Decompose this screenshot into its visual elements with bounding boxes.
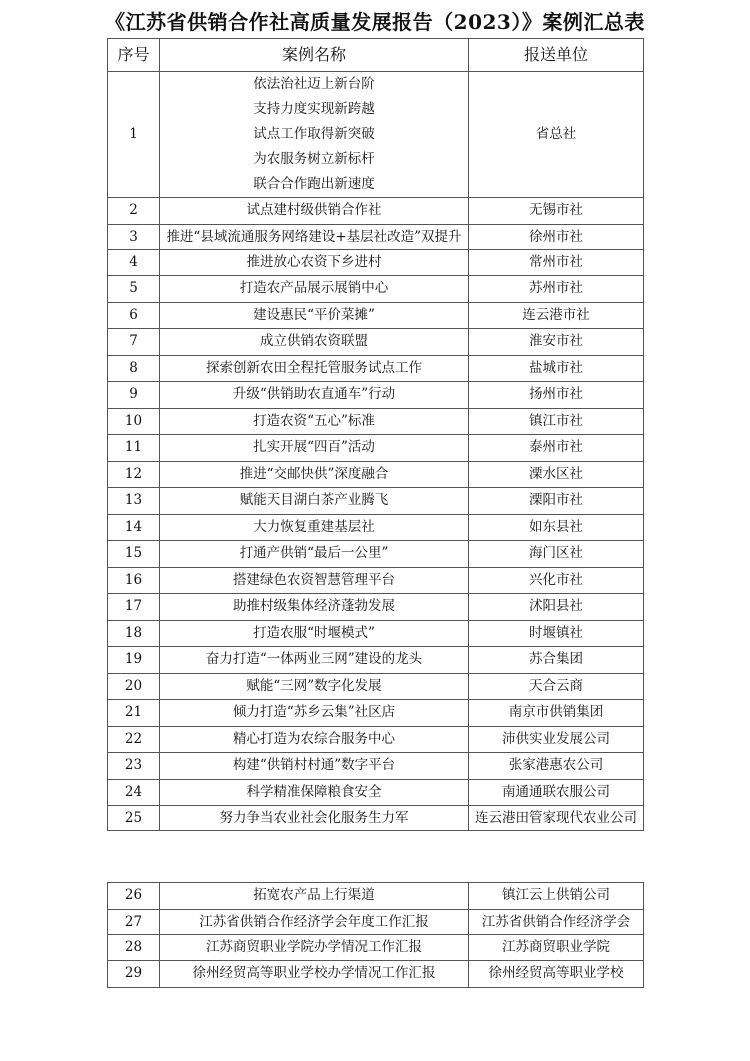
header-no: 序号 <box>108 39 160 72</box>
row-no: 8 <box>108 355 160 382</box>
row-no: 5 <box>108 276 160 303</box>
table-header-row <box>108 39 644 72</box>
header-case-name: 案例名称 <box>160 39 469 72</box>
row-no: 26 <box>108 883 160 910</box>
row-case-name: 奋力打造“一体两业三网”建设的龙头 <box>160 647 469 674</box>
row-unit: 张家港惠农公司 <box>469 753 644 780</box>
row-unit: 连云港田管家现代农业公司 <box>469 806 644 831</box>
table-row <box>108 779 644 806</box>
row-unit: 苏合集团 <box>469 647 644 674</box>
row-case-name: 打造农服“时堰模式” <box>160 620 469 647</box>
row-unit: 常州市社 <box>469 249 644 276</box>
row-case-name: 扎实开展“四百”活动 <box>160 435 469 462</box>
row-case-name: 助推村级集体经济蓬勃发展 <box>160 594 469 621</box>
table-row <box>108 700 644 727</box>
row-no: 25 <box>108 806 160 831</box>
row-case-name: 推进“县域流通服务网络建设+基层社改造”双提升 <box>160 224 469 249</box>
row-no: 2 <box>108 198 160 225</box>
case-name-line: 联合合作跑出新速度 <box>253 176 375 192</box>
table-row <box>108 726 644 753</box>
row-unit: 镇江市社 <box>469 408 644 435</box>
row-unit: 泰州市社 <box>469 435 644 462</box>
row-no: 23 <box>108 753 160 780</box>
row-unit: 海门区社 <box>469 541 644 568</box>
row-case-name: 科学精准保障粮食安全 <box>160 779 469 806</box>
table-row <box>108 249 644 276</box>
row-no: 12 <box>108 461 160 488</box>
table-row <box>108 382 644 409</box>
row-unit: 溧水区社 <box>469 461 644 488</box>
row-no: 11 <box>108 435 160 462</box>
row-unit: 江苏省供销合作经济学会 <box>469 909 644 934</box>
row-unit: 溧阳市社 <box>469 488 644 515</box>
row-case-name: 打造农产品展示展销中心 <box>160 276 469 303</box>
table-body-continued <box>108 883 644 988</box>
row-no: 10 <box>108 408 160 435</box>
row-unit: 南京市供销集团 <box>469 700 644 727</box>
row-unit: 徐州经贸高等职业学校 <box>469 961 644 988</box>
case-table-continued <box>107 882 644 988</box>
row-no: 24 <box>108 779 160 806</box>
row-unit: 淮安市社 <box>469 329 644 356</box>
row-case-name <box>160 72 469 198</box>
row-unit: 镇江云上供销公司 <box>469 883 644 910</box>
row-case-name: 建设惠民“平价菜摊” <box>160 302 469 329</box>
row-unit: 天合云商 <box>469 673 644 700</box>
row-no: 27 <box>108 909 160 934</box>
row-no: 4 <box>108 249 160 276</box>
row-case-name: 拓宽农产品上行渠道 <box>160 883 469 910</box>
row-no: 21 <box>108 700 160 727</box>
row-unit: 省总社 <box>469 72 644 198</box>
row-case-name: 探索创新农田全程托管服务试点工作 <box>160 355 469 382</box>
row-unit: 苏州市社 <box>469 276 644 303</box>
row-unit: 无锡市社 <box>469 198 644 225</box>
case-name-line: 依法治社迈上新台阶 <box>253 76 375 92</box>
table-row <box>108 72 644 198</box>
table-row <box>108 488 644 515</box>
row-unit: 南通通联农服公司 <box>469 779 644 806</box>
row-case-name: 推进“交邮快供”深度融合 <box>160 461 469 488</box>
table-row <box>108 909 644 934</box>
row-case-name: 大力恢复重建基层社 <box>160 514 469 541</box>
case-name-line: 为农服务树立新标杆 <box>253 151 375 167</box>
row-unit: 如东县社 <box>469 514 644 541</box>
row-no: 6 <box>108 302 160 329</box>
row-case-name: 精心打造为农综合服务中心 <box>160 726 469 753</box>
row-unit: 时堰镇社 <box>469 620 644 647</box>
row-unit: 徐州市社 <box>469 224 644 249</box>
row-unit: 沛供实业发展公司 <box>469 726 644 753</box>
table-row <box>108 224 644 249</box>
row-case-name: 打通产供销“最后一公里” <box>160 541 469 568</box>
table-row <box>108 541 644 568</box>
row-case-name: 赋能“三网”数字化发展 <box>160 673 469 700</box>
table-row <box>108 355 644 382</box>
table-body-main <box>108 198 644 831</box>
table-row <box>108 329 644 356</box>
row-no: 16 <box>108 567 160 594</box>
row-no: 3 <box>108 224 160 249</box>
case-name-line: 支持力度实现新跨越 <box>253 101 375 117</box>
table-row <box>108 514 644 541</box>
row-no: 20 <box>108 673 160 700</box>
row-no: 9 <box>108 382 160 409</box>
table-row <box>108 594 644 621</box>
page-title: 《江苏省供销合作社高质量发展报告（2023）》案例汇总表 <box>105 10 645 34</box>
row-no: 1 <box>108 72 160 198</box>
row-case-name: 徐州经贸高等职业学校办学情况工作汇报 <box>160 961 469 988</box>
row-unit: 兴化市社 <box>469 567 644 594</box>
row-case-name: 江苏商贸职业学院办学情况工作汇报 <box>160 934 469 961</box>
row-no: 15 <box>108 541 160 568</box>
row-no: 13 <box>108 488 160 515</box>
table-row <box>108 435 644 462</box>
row-no: 29 <box>108 961 160 988</box>
row-unit: 盐城市社 <box>469 355 644 382</box>
row-case-name: 构建“供销村村通”数字平台 <box>160 753 469 780</box>
row-unit: 扬州市社 <box>469 382 644 409</box>
table-row <box>108 883 644 910</box>
row-no: 7 <box>108 329 160 356</box>
row-case-name: 倾力打造“苏乡云集”社区店 <box>160 700 469 727</box>
row-unit: 沭阳县社 <box>469 594 644 621</box>
row-case-name: 江苏省供销合作经济学会年度工作汇报 <box>160 909 469 934</box>
table-row <box>108 647 644 674</box>
row-no: 19 <box>108 647 160 674</box>
table-row <box>108 673 644 700</box>
row-no: 22 <box>108 726 160 753</box>
row-case-name: 升级“供销助农直通车”行动 <box>160 382 469 409</box>
table-row <box>108 461 644 488</box>
table-row <box>108 806 644 831</box>
table-row <box>108 961 644 988</box>
case-name-line: 试点工作取得新突破 <box>253 126 375 142</box>
table-row <box>108 276 644 303</box>
row-unit: 江苏商贸职业学院 <box>469 934 644 961</box>
row-case-name: 打造农资“五心”标准 <box>160 408 469 435</box>
row-no: 14 <box>108 514 160 541</box>
table-row <box>108 620 644 647</box>
table-row <box>108 934 644 961</box>
header-unit: 报送单位 <box>469 39 644 72</box>
row-case-name: 成立供销农资联盟 <box>160 329 469 356</box>
table-row <box>108 302 644 329</box>
row-unit: 连云港市社 <box>469 302 644 329</box>
row-case-name: 搭建绿色农资智慧管理平台 <box>160 567 469 594</box>
table-row <box>108 753 644 780</box>
table-row <box>108 408 644 435</box>
table-row <box>108 567 644 594</box>
row-case-name: 赋能天目湖白茶产业腾飞 <box>160 488 469 515</box>
table-row <box>108 198 644 225</box>
row-no: 28 <box>108 934 160 961</box>
row-case-name: 推进放心农资下乡进村 <box>160 249 469 276</box>
row-no: 18 <box>108 620 160 647</box>
row-no: 17 <box>108 594 160 621</box>
case-table <box>107 38 644 831</box>
row-case-name: 试点建村级供销合作社 <box>160 198 469 225</box>
row-case-name: 努力争当农业社会化服务生力军 <box>160 806 469 831</box>
